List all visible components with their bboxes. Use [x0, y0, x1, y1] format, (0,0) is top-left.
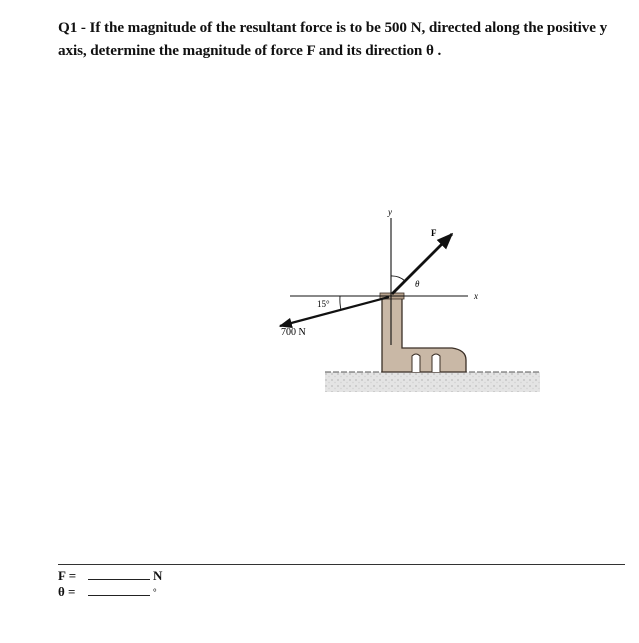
theta-label: θ	[415, 279, 420, 289]
force-f-label: F	[431, 228, 437, 238]
load-700n-label: 700 N	[281, 327, 306, 338]
answer-row-force	[58, 568, 162, 584]
answer-row-theta	[58, 584, 162, 600]
question-text: Q1 - If the magnitude of the resultant force is to be 500 N, directed along the positive y axis, determine the magnitude of force F and its direction θ .	[58, 19, 608, 59]
divider-line	[58, 564, 625, 565]
x-axis-label: x	[474, 291, 478, 301]
answer-label-force: F =	[58, 568, 77, 583]
angle-15-arc	[340, 296, 341, 310]
answer-label-theta: θ =	[58, 584, 76, 599]
angle-15-label: 15°	[317, 299, 330, 309]
answer-blank-force[interactable]	[88, 568, 150, 580]
force-f-arrow	[392, 234, 452, 294]
coordinate-axes	[290, 218, 468, 345]
answer-unit-force: N	[153, 568, 163, 583]
theta-arc	[391, 276, 405, 281]
y-axis-label: y	[388, 207, 392, 217]
ground	[325, 372, 540, 392]
answer-blank-theta[interactable]	[88, 584, 150, 596]
answer-block	[58, 568, 162, 600]
bracket	[380, 293, 466, 372]
answer-unit-theta: °	[153, 587, 157, 597]
force-700n-arrow	[280, 297, 389, 326]
